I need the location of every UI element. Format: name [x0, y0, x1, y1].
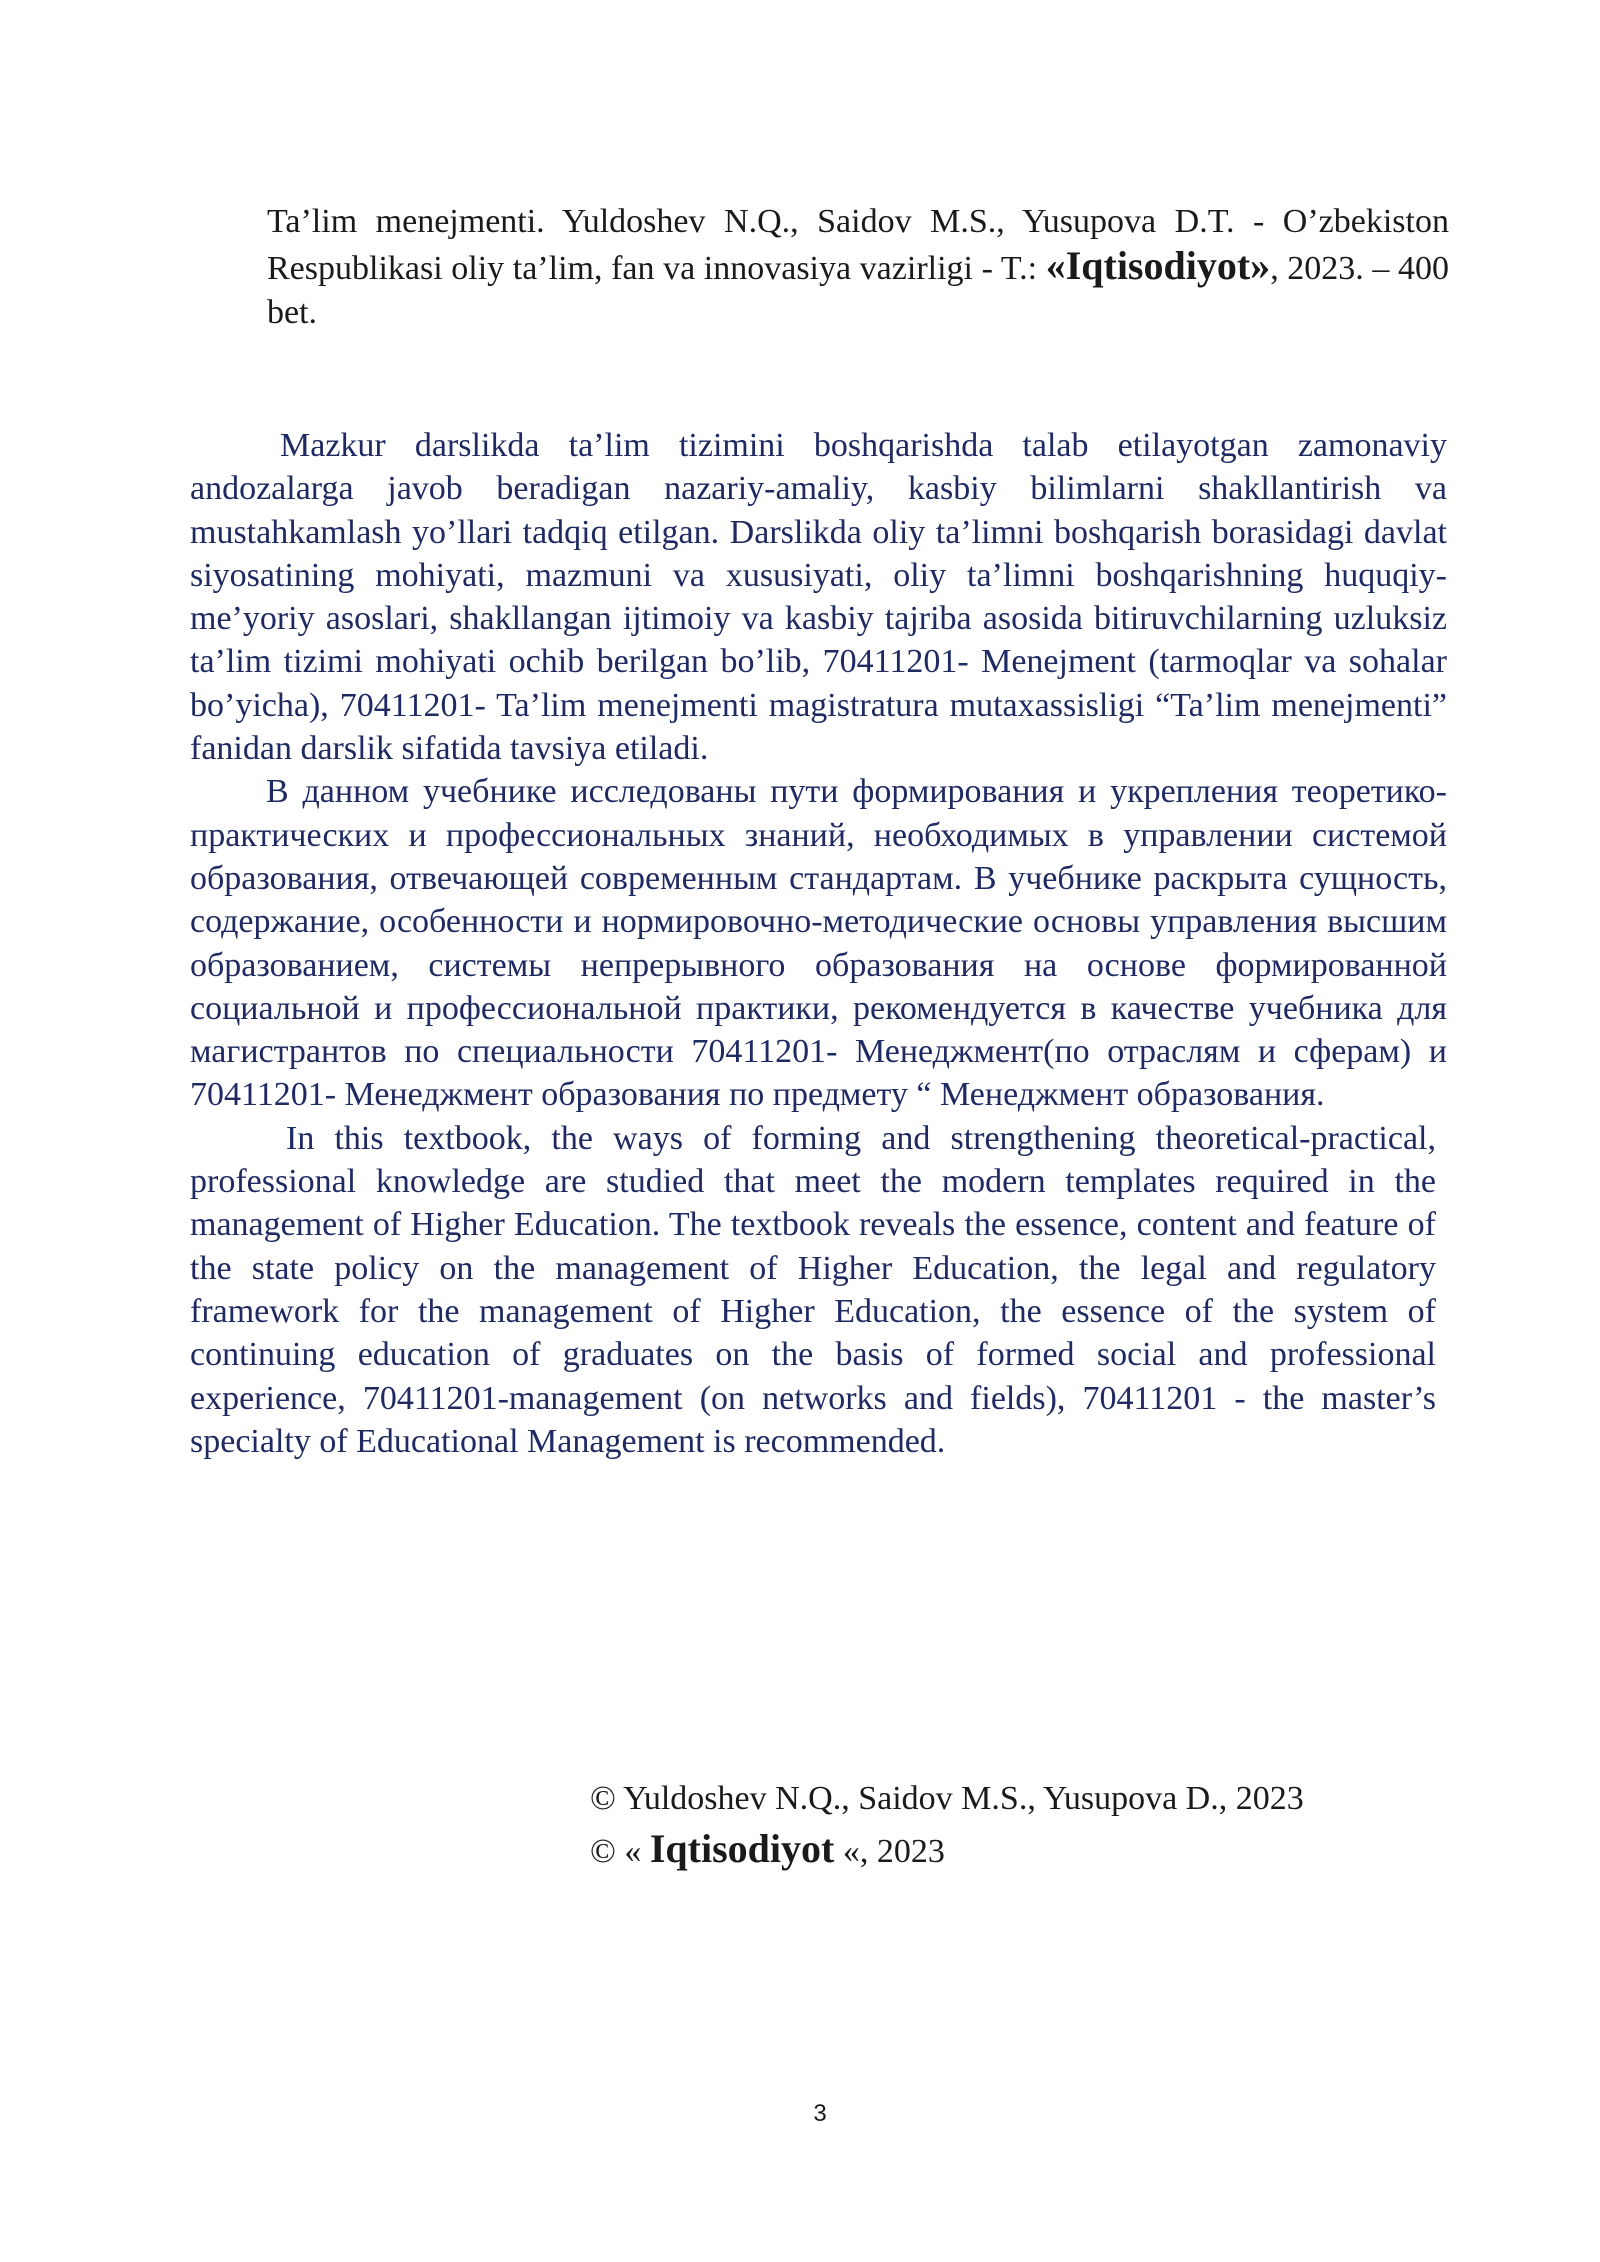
bibliography-publisher: «Iqtisodiyot» [1045, 243, 1271, 288]
annotation-uzbek: Mazkur darslikda ta’lim tizimini boshqarishda talab etilayotgan zamonaviy andozalarga javob beradigan nazariy-amaliy, kasbiy bilimlarni shakllantirish va mustahkamlash yo’llari tadqiq etilgan. Darslikda oliy ta’limni boshqarish borasidagi davlat siyosatining mohiyati, mazmuni va xususiyati, oliy ta’limni boshqarishning huquqiy-me’yoriy asoslari, shakllangan ijtimoiy va kasbiy tajriba asosida bitiruvchilarning uzluksiz ta’lim tizimi mohiyati ochib berilgan bo’lib, 70411201- Menejment (tarmoqlar va sohalar bo’yicha), 70411201- Ta’lim menejmenti magistratura mutaxassisligi “Ta’lim menejmenti” fanidan darslik sifatida tavsiya etiladi. [190, 427, 1447, 768]
copyright-block [590, 1774, 1304, 1877]
copyright-publisher-prefix: © « [590, 1833, 650, 1870]
copyright-publisher-line [590, 1824, 1304, 1877]
annotation [190, 424, 1447, 1463]
bibliographic-description [267, 200, 1449, 335]
copyright-publisher: Iqtisodiyot [649, 1826, 835, 1871]
bibliography-year-pages: , 2023. – 400 bet. [267, 250, 1450, 331]
annotation-english: In this textbook, the ways of forming and strengthening theoretical-practical, professional knowledge are studied that meet the modern templates required in the management of Higher Education. The textbook reveals the essence, content and feature of the state policy on the management of Higher Education, the legal and regulatory framework for the management of Higher Education, the essence of the system of continuing education of graduates on the basis of formed social and professional experience, 70411201-management (on networks and fields), 70411201 - the master’s specialty of Educational Management is recommended. [190, 1119, 1436, 1460]
copyright-publisher-suffix: «, 2023 [834, 1833, 945, 1870]
annotation-russian: В данном учебнике исследованы пути формирования и укрепления теоретико-практических и профессиональных знаний, необходимых в управлении системой образования, отвечающей современным стандартам. В учебнике раскрыта сущность, содержание, особенности и нормировочно-методические основы управления высшим образованием, системы непрерывного образования на основе формированной социальной и профессиональной практики, рекомендуется в качестве учебника для магистрантов по специальности 70411201- Менеджмент(по отраслям и сферам) и 70411201- Менеджмент образования по предмету “ Менеджмент образования. [190, 773, 1447, 1114]
copyright-authors: © Yuldoshev N.Q., Saidov M.S., Yusupova D., 2023 [590, 1780, 1304, 1817]
bibliography-text: Ta’lim menejmenti. Yuldoshev N.Q., Saidov M.S., Yusupova D.T. - O’zbekiston Respublikasi oliy ta’lim, fan va innovasiya vazirligi - T.: [267, 203, 1449, 287]
page-number: 3 [813, 2100, 827, 2127]
